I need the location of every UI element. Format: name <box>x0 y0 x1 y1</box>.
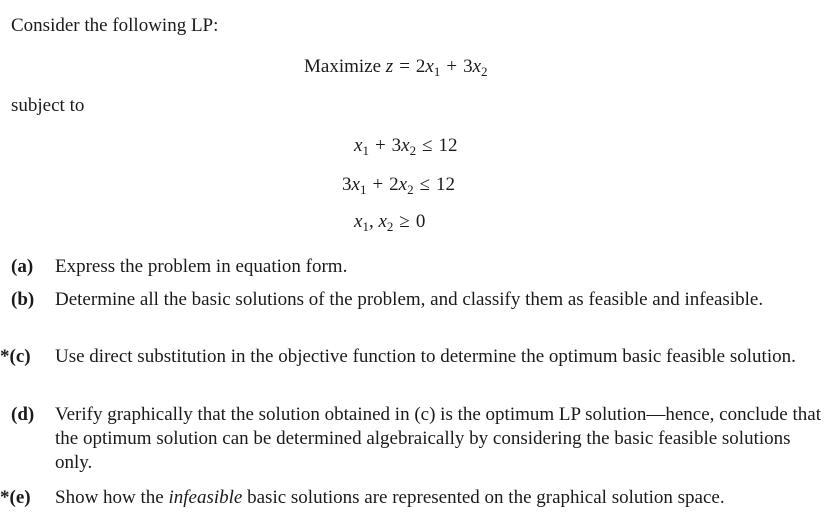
objective-var-x1: x <box>425 56 434 77</box>
part-c-text: Use direct substitution in the objective function to determine the optimum basic feasible solution. <box>55 346 796 367</box>
c1-sub-2: 2 <box>409 143 417 158</box>
part-a-text: Express the problem in equation form. <box>55 256 348 277</box>
c1-var-x1: x <box>354 135 363 156</box>
nn-sub-1: 1 <box>362 219 369 234</box>
nn-sub-2: 2 <box>386 219 394 234</box>
objective-sub-1: 1 <box>433 64 441 79</box>
part-e-text-after: basic solutions are represented on the graphical solution space. <box>242 487 725 508</box>
objective-function <box>304 56 488 78</box>
c1-var-x2: x <box>401 135 410 156</box>
objective-coef-2: 3 <box>463 56 473 77</box>
part-e-label: *(e) <box>0 487 31 508</box>
objective-plus: + <box>446 56 458 77</box>
part-b-text: Determine all the basic solutions of the problem, and classify them as feasible and infeasible. <box>55 289 764 310</box>
objective-sub-2: 2 <box>481 64 488 79</box>
objective-coef-1: 2 <box>415 56 426 77</box>
nn-relation: ≥ <box>399 211 410 232</box>
c1-rhs: 12 <box>438 135 458 156</box>
c2-coef-b: 2 <box>389 174 399 195</box>
nn-comma: , <box>368 211 379 232</box>
objective-var-x2: x <box>472 56 481 77</box>
part-d-text: Verify graphically that the solution obtained in (c) is the optimum LP solution—hence, conclude that the optimum solution can be determined algebraically by considering the basic feasible solutions only. <box>55 404 821 473</box>
c2-plus: + <box>372 174 384 195</box>
part-d-label: (d) <box>11 404 35 425</box>
part-e-text <box>55 486 825 510</box>
c1-coef-b: 3 <box>391 135 402 156</box>
c2-coef-a: 3 <box>342 174 352 195</box>
part-c-label: *(c) <box>0 346 31 367</box>
nn-var-x1: x <box>354 211 363 232</box>
c2-var-x1: x <box>351 174 360 195</box>
nn-var-x2: x <box>378 211 387 232</box>
problem-intro: Consider the following LP: <box>11 15 219 36</box>
c2-rhs: 12 <box>436 174 456 195</box>
nonnegativity-constraint <box>354 211 425 233</box>
part-b-label: (b) <box>11 289 35 310</box>
constraint-2 <box>342 174 455 196</box>
subject-to-label: subject to <box>11 95 85 116</box>
objective-prefix: Maximize <box>304 56 386 77</box>
c2-relation: ≤ <box>419 174 431 195</box>
part-e-text-italic: infeasible <box>168 487 243 508</box>
constraint-1 <box>354 135 458 157</box>
objective-var-z: z <box>385 56 394 77</box>
c1-plus: + <box>374 135 386 156</box>
c2-sub-1: 1 <box>359 182 367 197</box>
c1-relation: ≤ <box>422 135 433 156</box>
objective-equals: = <box>399 56 410 77</box>
part-e-text-before: Show how the <box>55 487 169 508</box>
c2-sub-2: 2 <box>407 182 414 197</box>
part-a-label: (a) <box>11 256 34 277</box>
c2-var-x2: x <box>398 174 408 195</box>
c1-sub-1: 1 <box>362 143 369 158</box>
nn-rhs: 0 <box>415 211 426 232</box>
